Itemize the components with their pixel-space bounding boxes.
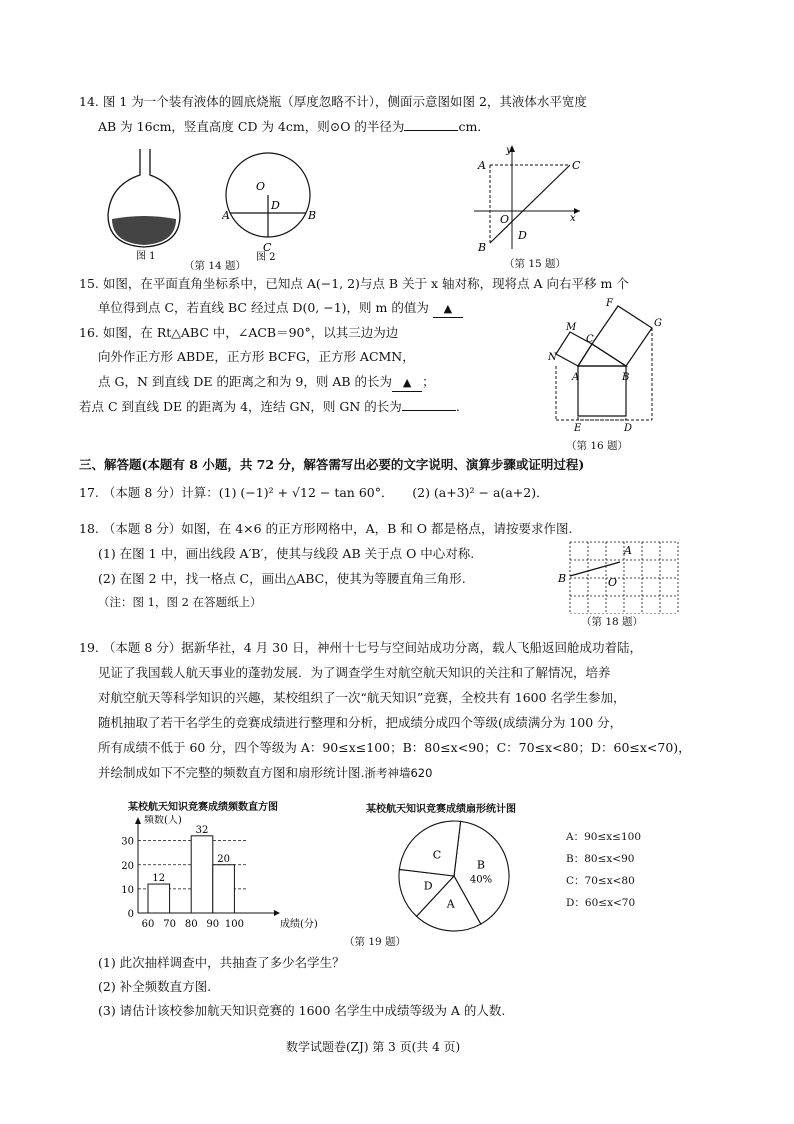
q16-line4-end: .	[455, 399, 460, 414]
pie-slice-percent: 40%	[469, 874, 493, 886]
q18-caption: （第 18 题）	[581, 616, 644, 628]
label-f: F	[606, 298, 613, 309]
pie-slice-label: B	[476, 858, 486, 872]
line-bc	[490, 165, 570, 243]
fig2-label: 图 2	[256, 252, 276, 261]
square-abde-dashed	[578, 366, 626, 420]
q18-line4: （注：图 1，图 2 在答题纸上）	[98, 595, 262, 609]
label-d: D	[624, 423, 633, 434]
page-footer: 数学试题卷(ZJ) 第 3 页(共 4 页)	[286, 1040, 461, 1054]
q18-grid-figure	[556, 536, 688, 614]
q19-sub2: (2) 补全频数直方图.	[98, 979, 212, 994]
q16-caption: （第 16 题）	[566, 440, 629, 452]
label-c: C	[586, 334, 594, 345]
label-o: O	[608, 576, 618, 589]
label-d: D	[271, 199, 280, 212]
q14-answer-blank	[404, 118, 458, 131]
pie-slice-label: D	[423, 879, 433, 893]
y-tick-label: 30	[121, 836, 134, 848]
legend-d: D：60≤x<70	[566, 897, 636, 909]
q14-caption: （第 14 题）	[184, 260, 247, 272]
q19-line6	[98, 765, 432, 781]
y-axis-arrow	[135, 817, 141, 824]
histogram-bar	[213, 865, 235, 913]
q14-line2-text: AB 为 16cm，竖直高度 CD 为 4cm，则⊙O 的半径为	[98, 119, 405, 134]
pie-slice	[399, 821, 460, 876]
q18-line1: 18. （本题 8 分）如图，在 4×6 的正方形网格中，A，B 和 O 都是格点，请按要求作图.	[79, 521, 573, 536]
q19-line2: 见证了我国载人航天事业的蓬勃发展．为了调查学生对航空航天知识的关注和了解情况，培养	[98, 665, 611, 680]
q18-line3: (2) 在图 2 中，找一格点 C，画出△ABC，使其为等腰直角三角形.	[98, 571, 466, 586]
q16-answer1-blank: ▲	[392, 375, 422, 392]
q15-line2-text: 单位得到点 C，若直线 BC 经过点 D(0, −1)，则 m 的值为	[98, 300, 429, 315]
pie-slice-label: C	[432, 848, 442, 862]
label-o: O	[500, 213, 510, 226]
q14-circle-figure	[222, 143, 322, 261]
square-bcfg	[592, 306, 652, 366]
q14-flask-figure	[100, 145, 192, 261]
bar-value-label: 32	[195, 824, 209, 836]
histogram-bar	[191, 836, 213, 913]
q16-line1: 16. 如图，在 Rt△ABC 中，∠ACB＝90°，以其三边为边	[79, 325, 399, 340]
q15-line1: 15. 如图，在平面直角坐标系中，已知点 A(−1, 2)与点 B 关于 x 轴对称，现将点 A 向右平移 m 个	[79, 276, 629, 291]
square-abde	[578, 366, 626, 416]
q15-answer-blank: ▲	[433, 301, 463, 318]
x-tick-label: 70	[163, 919, 176, 930]
label-b: B	[308, 209, 317, 222]
q16-line2: 向外作正方形 ABDE，正方形 BCFG，正方形 ACMN，	[98, 349, 415, 364]
x-tick-label: 80	[184, 919, 198, 930]
label-e: E	[574, 423, 582, 434]
segment-ab	[570, 562, 620, 576]
x-tick-label: 90	[206, 919, 220, 930]
q19-line6-text: 并绘制成如下不完整的频数直方图和扇形统计图.	[98, 765, 365, 780]
watermark-text: 浙考神墙620	[364, 766, 433, 780]
label-y: y	[506, 145, 512, 156]
bar-value-label: 20	[217, 853, 230, 865]
q17-text: 17. （本题 8 分）计算：(1) (−1)² + √12 − tan 60°． (2) (a+3)² − a(a+2)．	[79, 485, 549, 500]
q15-coordinate-figure	[474, 143, 586, 253]
y-tick-label: 20	[121, 860, 134, 872]
label-d: D	[518, 229, 527, 242]
pie-title: 某校航天知识竞赛成绩扇形统计图	[366, 804, 516, 815]
y-tick-label: 10	[121, 884, 134, 896]
q16-line3-end: ；	[422, 374, 435, 389]
label-c: C	[572, 159, 581, 172]
label-o: O	[256, 180, 266, 193]
q19-line3: 对航空航天等科学知识的兴趣，某校组织了一次“航天知识”竞赛，全校共有 1600 名学生参加，	[98, 690, 626, 705]
x-axis-label: 成绩(分)	[280, 919, 318, 930]
label-b: B	[622, 372, 630, 383]
label-a: A	[572, 372, 580, 383]
x-tick-label: 100	[224, 919, 244, 930]
bar-value-label: 12	[152, 873, 166, 885]
label-x: x	[570, 213, 576, 224]
q16-line3	[98, 374, 435, 392]
label-b: B	[478, 241, 487, 253]
q19-line5: 所有成绩不低于 60 分，四个等级为 A：90≤x≤100；B：80≤x<90；C：70≤x<80；D：60≤x<70)，	[98, 740, 691, 755]
x-tick-label: 60	[141, 919, 155, 930]
q19-sub1: (1) 此次抽样调查中，共抽查了多少名学生？	[98, 955, 345, 970]
y-tick-label: 0	[127, 909, 134, 920]
q16-line4	[79, 398, 460, 415]
q19-line4: 随机抽取了若干名学生的竞赛成绩进行整理和分析，把成绩分成四个等级(成绩满分为 100 分，	[98, 715, 623, 730]
q16-answer2-blank	[402, 398, 456, 411]
pie-chart	[396, 818, 514, 936]
q14-line2	[98, 118, 481, 135]
histogram-bar	[148, 884, 170, 913]
q16-line4-text: 若点 C 到直线 DE 的距离为 4，连结 GN，则 GN 的长为	[79, 399, 402, 414]
label-g: G	[654, 318, 662, 329]
legend-a: A：90≤x≤100	[566, 831, 642, 843]
legend-b: B：80≤x<90	[566, 853, 635, 865]
q19-sub3: (3) 请估计该校参加航天知识竞赛的 1600 名学生中成绩等级为 A 的人数.	[98, 1003, 506, 1018]
label-c: C	[263, 241, 272, 254]
label-a: A	[624, 544, 632, 557]
legend-c: C：70≤x<80	[566, 875, 635, 887]
q18-line2: (1) 在图 1 中，画出线段 A′B′，使其与线段 AB 关于点 O 中心对称.	[98, 546, 475, 561]
label-a: A	[478, 159, 486, 172]
q14-line1: 14. 图 1 为一个装有液体的圆底烧瓶（厚度忽略不计），侧面示意图如图 2，其液体水平宽度	[79, 94, 587, 109]
q19-caption: （第 19 题）	[344, 936, 407, 948]
label-b: B	[558, 572, 567, 585]
q19-line1: 19. （本题 8 分）据新华社，4 月 30 日，神州十七号与空间站成功分离，载人飞船返回舱成功着陆，	[79, 640, 643, 655]
q14-line2-unit: cm.	[458, 119, 482, 134]
q16-squares-figure	[548, 298, 670, 434]
q15-caption: （第 15 题）	[504, 258, 567, 270]
section3-heading: 三、解答题(本题有 8 小题，共 72 分，解答需写出必要的文字说明、演算步骤或证明过程)	[79, 457, 585, 472]
frequency-histogram	[108, 815, 338, 935]
y-axis-label: 频数(人)	[144, 815, 182, 826]
label-m: M	[566, 322, 577, 333]
q16-line3-text: 点 G，N 到直线 DE 的距离之和为 9，则 AB 的长为	[98, 374, 393, 389]
label-n: N	[548, 352, 557, 363]
pie-legend	[566, 826, 641, 914]
fig1-label: 图 1	[136, 251, 156, 261]
pie-slice-label: A	[446, 897, 455, 911]
x-axis-arrow	[274, 910, 280, 916]
label-a: A	[222, 209, 230, 222]
histogram-title: 某校航天知识竞赛成绩频数直方图	[128, 802, 278, 813]
q15-line2	[98, 300, 463, 318]
